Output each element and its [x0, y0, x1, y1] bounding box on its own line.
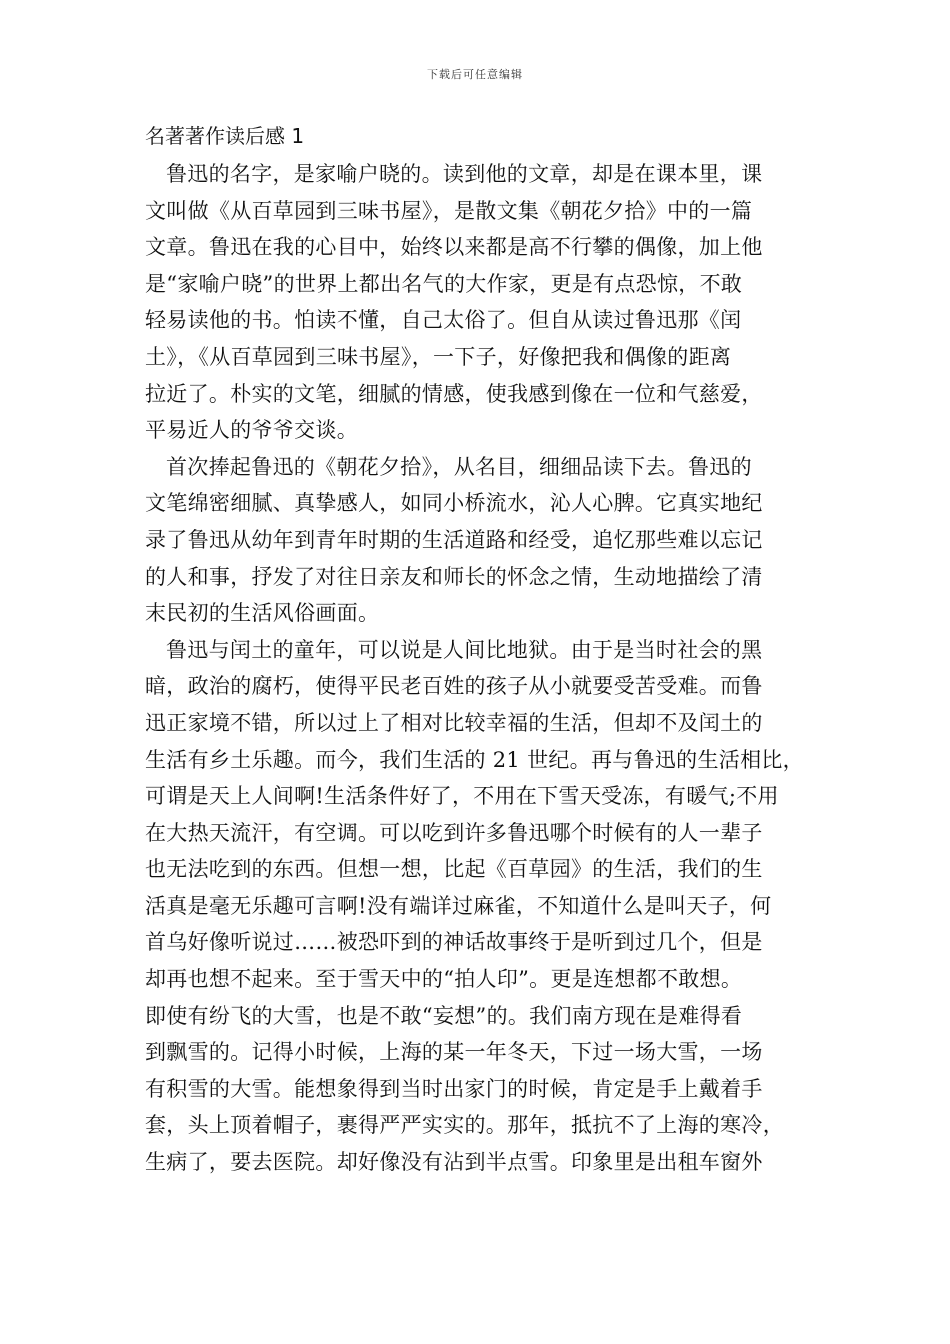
body-text	[145, 156, 807, 1181]
text-line: 是“家喻户晓”的世界上都出名气的大作家，更是有点恐惊，不敢	[145, 271, 743, 296]
text-line: 迅正家境不错，所以过上了相对比较幸福的生活，但却不及闰土的	[145, 710, 763, 735]
text-line: 也无法吃到的东西。但想一想，比起《百草园》的生活，我们的生	[145, 857, 763, 882]
text-line: 文章。鲁迅在我的心目中，始终以来都是高不行攀的偶像，加上他	[145, 235, 763, 260]
text-line: 拉近了。朴实的文笔，细腻的情感，使我感到像在一位和气慈爱，	[145, 381, 763, 406]
text-line: 套，头上顶着帽子，裹得严严实实的。那年，抵抗不了上海的寒冷，	[145, 1113, 784, 1138]
text-line: 鲁迅的名字，是家喻户晓的。读到他的文章，却是在课本里，课	[166, 162, 763, 186]
text-line: 平易近人的爷爷交谈。	[145, 418, 358, 443]
text-line: 文笔绵密细腻、真挚感人，如同小桥流水，沁人心脾。它真实地纪	[145, 491, 763, 516]
text-line: 文叫做《从百草园到三味书屋》，是散文集《朝花夕拾》中的一篇	[145, 198, 753, 223]
text-line: 可谓是天上人间啊!生活条件好了，不用在下雪天受冻，有暖气;不用	[145, 784, 779, 809]
text-line: 生病了，要去医院。却好像没有沾到半点雪。印象里是出租车窗外	[145, 1150, 763, 1175]
text-line: 却再也想不起来。至于雪天中的“拍人印”。更是连想都不敢想。	[145, 967, 743, 992]
text-line: 首次捧起鲁迅的《朝花夕拾》，从名目，细细品读下去。鲁迅的	[166, 454, 752, 479]
text-line: 录了鲁迅从幼年到青年时期的生活道路和经受，追忆那些难以忘记	[145, 527, 763, 552]
text-line: 到飘雪的。记得小时候，上海的某一年冬天，下过一场大雪，一场	[145, 1040, 763, 1065]
text-line: 首乌好像听说过……被恐吓到的神话故事终于是听到过几个，但是	[145, 930, 763, 955]
text-line: 生活有乡土乐趣。而今，我们生活的 21 世纪。再与鲁迅的生活相比，	[145, 747, 804, 772]
text-line: 活真是毫无乐趣可言啊!没有端详过麻雀，不知道什么是叫天子，何	[145, 893, 772, 918]
text-line: 在大热天流汗，有空调。可以吃到许多鲁迅哪个时候有的人一辈子	[145, 820, 763, 845]
text-line: 暗，政治的腐朽，使得平民老百姓的孩子从小就要受苦受难。而鲁	[145, 674, 763, 699]
text-line: 土》，《从百草园到三味书屋》，一下子，好像把我和偶像的距离	[145, 344, 732, 369]
text-line: 轻易读他的书。怕读不懂，自己太俗了。但自从读过鲁迅那《闰	[145, 308, 742, 333]
text-line: 末民初的生活风俗画面。	[145, 601, 380, 626]
document-title: 名著著作读后感 1	[145, 124, 305, 148]
text-line: 有积雪的大雪。能想象得到当时出家门的时候，肯定是手上戴着手	[145, 1076, 763, 1101]
text-line: 鲁迅与闰土的童年，可以说是人间比地狱。由于是当时社会的黑	[166, 637, 763, 662]
text-line: 的人和事，抒发了对往日亲友和师长的怀念之情，生动地描绘了清	[145, 564, 763, 589]
text-line: 即使有纷飞的大雪，也是不敢“妄想”的。我们南方现在是难得看	[145, 1003, 743, 1028]
header-note: 下载后可任意编辑	[427, 68, 523, 81]
